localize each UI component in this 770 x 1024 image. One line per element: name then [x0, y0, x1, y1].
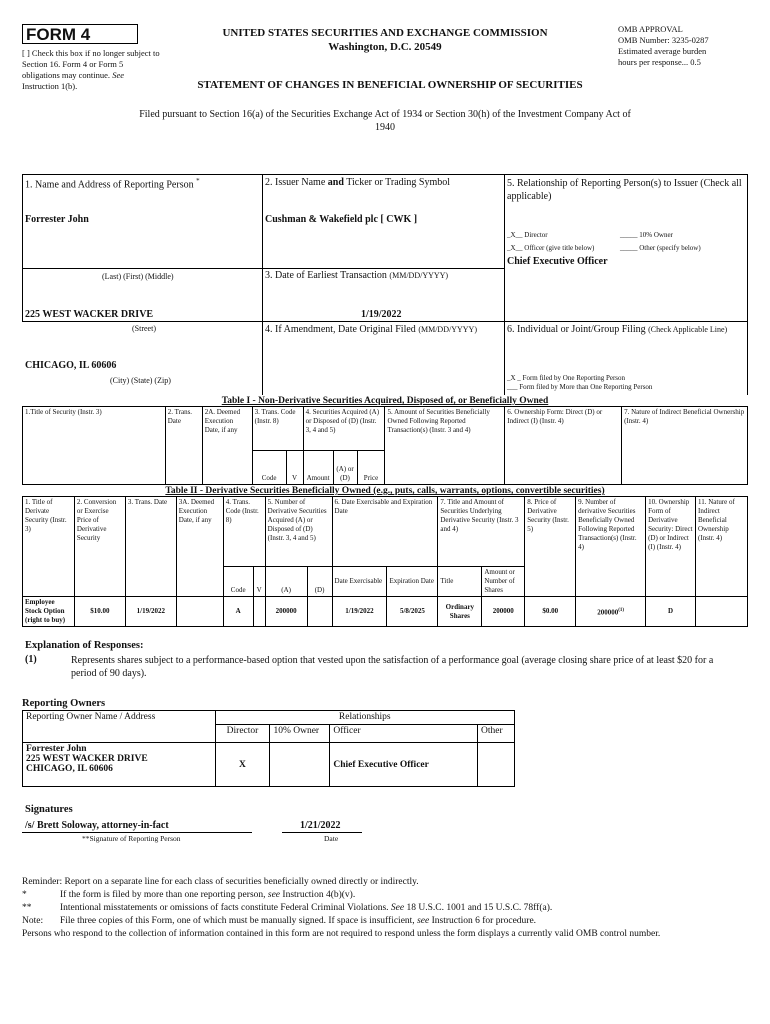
- t2-col-owned: 9. Number of derivative Securities Beneficially Owned Following Reported Transaction(s) (Instr. 4): [576, 497, 646, 597]
- t2-col-date: 3. Trans. Date: [125, 497, 176, 597]
- ro-officer: Chief Executive Officer: [330, 743, 478, 787]
- t2-sub-a: (A): [265, 567, 307, 597]
- t2-nature: [696, 597, 748, 627]
- t1-col-deemed: 2A. Deemed Execution Date, if any: [202, 407, 252, 485]
- ro-other: [478, 743, 515, 787]
- date-caption: Date: [324, 834, 339, 843]
- ro-owner: Forrester John 225 WEST WACKER DRIVE CHICAGO, IL 60606: [23, 743, 216, 787]
- t2-expiration: 5/8/2025: [387, 597, 438, 627]
- ro-col-ten: 10% Owner: [270, 725, 330, 743]
- note-text: Note: File three copies of this Form, one of which must be manually signed. If space is insufficient, see Instruction 6 for procedure.: [22, 916, 537, 926]
- t2-disposed: [307, 597, 332, 627]
- reporting-street: 225 WEST WACKER DRIVE: [25, 309, 154, 320]
- date-line: [282, 832, 362, 833]
- explanation-heading: Explanation of Responses:: [25, 640, 144, 651]
- t1-col-ownership: 6. Ownership Form: Direct (D) or Indirect (I) (Instr. 4): [505, 407, 622, 485]
- footnote-ref: (1): [618, 607, 625, 613]
- form-title-box: [22, 24, 138, 44]
- ro-col-name: Reporting Owner Name / Address: [23, 711, 216, 743]
- t2-col-title: 1. Title of Derivate Security (Instr. 3): [23, 497, 75, 597]
- t2-v: [253, 597, 265, 627]
- t1-col-date: 2. Trans. Date: [165, 407, 202, 485]
- director-checkbox: _X__ Director: [507, 231, 548, 239]
- box3-label: 3. Date of Earliest Transaction (MM/DD/YYYY): [265, 270, 449, 281]
- filing-one-person: _X _ Form filed by One Reporting Person: [507, 374, 626, 382]
- box1-label: 1. Name and Address of Reporting Person *: [25, 177, 200, 191]
- t2-sub-title: Title: [438, 567, 482, 597]
- table1-title: Table I - Non-Derivative Securities Acquired, Disposed of, or Beneficially Owned: [221, 396, 549, 406]
- t2-underlying-amount: 200000: [482, 597, 525, 627]
- other-checkbox: _____ Other (specify below): [620, 244, 701, 252]
- omb-notice: Persons who respond to the collection of information contained in this form are not required to respond unless the form displays a currently valid OMB control number.: [22, 929, 661, 939]
- signer-name: /s/ Brett Soloway, attorney-in-fact: [25, 820, 169, 831]
- city-caption: (City) (State) (Zip): [110, 376, 171, 385]
- footnote-text: Represents shares subject to a performance-based option that vested upon the satisfaction of a performance goal (average closing share price of at least $20 for a period of 90 days).: [71, 655, 714, 679]
- footnote-double-star: ** Intentional misstatements or omissions of facts constitute Federal Criminal Violations. See 18 U.S.C. 1001 and 15 U.S.C. 78ff(a).: [22, 903, 553, 913]
- issuer-name: Cushman & Wakefield plc [ CWK ]: [265, 214, 418, 225]
- ro-director: X: [215, 743, 270, 787]
- reporting-grid: [22, 174, 748, 395]
- agency-heading: UNITED STATES SECURITIES AND EXCHANGE COMMISSION Washington, D.C. 20549: [222, 27, 548, 53]
- t2-underlying-title: Ordinary Shares: [438, 597, 482, 627]
- filed-pursuant-text: Filed pursuant to Section 16(a) of the Securities Exchange Act of 1934 or Section 30(h) of the Investment Company Act of 1940: [139, 109, 631, 133]
- t2-col-conversion: 2. Conversion or Exercise Price of Derivative Security: [74, 497, 125, 597]
- reporting-city: CHICAGO, IL 60606: [25, 360, 117, 371]
- box5-label: 5. Relationship of Reporting Person(s) to Issuer (Check all applicable): [507, 178, 742, 202]
- t2-col-price: 8. Price of Derivative Security (Instr. 5): [525, 497, 576, 597]
- officer-checkbox: _X__ Officer (give title below): [507, 244, 595, 252]
- footnote-star: * If the form is filed by more than one reporting person, see Instruction 4(b)(v).: [22, 890, 356, 900]
- t1-sub-amount: Amount: [303, 451, 333, 485]
- ro-col-officer: Officer: [330, 725, 478, 743]
- statement-title: STATEMENT OF CHANGES IN BENEFICIAL OWNERSHIP OF SECURITIES: [197, 79, 583, 91]
- t1-col-nature: 7. Nature of Indirect Beneficial Ownership (Instr. 4): [622, 407, 748, 485]
- check-box-note: [ ] Check this box if no longer subject to Section 16. Form 4 or Form 5 obligations may continue. See Instruction 1(b).: [22, 48, 160, 91]
- t1-sub-aord: (A) or (D): [333, 451, 357, 485]
- t2-col-deemed: 3A. Deemed Execution Date, if any: [176, 497, 223, 597]
- t1-sub-v: V: [286, 451, 303, 485]
- t1-col-amount: 5. Amount of Securities Beneficially Owned Following Reported Transaction(s) (Instr. 3 and 4): [385, 407, 505, 485]
- t2-sub-exercisable: Date Exercisable: [332, 567, 387, 597]
- ro-ten: [270, 743, 330, 787]
- t2-security: Employee Stock Option (right to buy): [23, 597, 75, 627]
- t1-sub-code: Code: [252, 451, 286, 485]
- t2-col-number: 5. Number of Derivative Securities Acquired (A) or Disposed of (D) (Instr. 3, 4 and 5): [265, 497, 332, 567]
- signature-caption: **Signature of Reporting Person: [82, 834, 181, 843]
- ro-col-relationships: Relationships: [215, 711, 514, 725]
- t2-trans-date: 1/19/2022: [125, 597, 176, 627]
- footer-notes: [22, 876, 752, 941]
- t2-col-exercisable: 6. Date Exercisable and Expiration Date: [332, 497, 438, 567]
- t1-col-title: 1.Title of Security (Instr. 3): [23, 407, 166, 485]
- earliest-transaction-date: 1/19/2022: [361, 309, 402, 320]
- table-row: [23, 597, 748, 627]
- box2-label: 2. Issuer Name and Ticker or Trading Symbol: [265, 177, 451, 188]
- t2-sub-expiration: Expiration Date: [387, 567, 438, 597]
- t2-acquired: 200000: [265, 597, 307, 627]
- reporting-owners-table: [22, 710, 515, 787]
- t2-sub-amount: Amount or Number of Shares: [482, 567, 525, 597]
- officer-title: Chief Executive Officer: [507, 256, 608, 267]
- table-row: [23, 743, 515, 787]
- form-title: FORM 4: [26, 25, 91, 44]
- ro-col-director: Director: [215, 725, 270, 743]
- table1: [22, 406, 748, 485]
- reminder-text: Reminder: Report on a separate line for each class of securities beneficially owned directly or indirectly.: [22, 877, 419, 887]
- box4-label: 4. If Amendment, Date Original Filed (MM/DD/YYYY): [265, 324, 477, 335]
- t2-ownership-form: D: [646, 597, 696, 627]
- t2-code: A: [223, 597, 253, 627]
- t2-price: $0.00: [525, 597, 576, 627]
- signature-date: 1/21/2022: [300, 820, 341, 831]
- signature-line: [22, 832, 252, 833]
- t2-col-code: 4. Trans. Code (Instr. 8): [223, 497, 265, 567]
- name-caption: (Last) (First) (Middle): [102, 272, 174, 281]
- t2-deemed-date: [176, 597, 223, 627]
- ro-col-other: Other: [478, 725, 515, 743]
- reporting-owners-heading: Reporting Owners: [22, 698, 106, 709]
- t2-col-nature: 11. Nature of Indirect Beneficial Ownership (Instr. 4): [696, 497, 748, 597]
- t1-col-securities: 4. Securities Acquired (A) or Disposed of (D) (Instr. 3, 4 and 5): [303, 407, 385, 451]
- t1-sub-price: Price: [357, 451, 385, 485]
- table2-title: Table II - Derivative Securities Beneficially Owned (e.g., puts, calls, warrants, options, convertible securities): [165, 486, 605, 496]
- t2-col-underlying: 7. Title and Amount of Securities Underlying Derivative Security (Instr. 3 and 4): [438, 497, 525, 567]
- signatures-heading: Signatures: [25, 804, 73, 815]
- t2-sub-code: Code: [223, 567, 253, 597]
- t2-col-form: 10. Ownership Form of Derivative Security: Direct (D) or Indirect (I) (Instr. 4): [646, 497, 696, 597]
- t2-exercisable: 1/19/2022: [332, 597, 387, 627]
- street-caption: (Street): [132, 324, 156, 333]
- t2-sub-v: V: [253, 567, 265, 597]
- reporting-person-name: Forrester John: [25, 214, 89, 225]
- filing-multiple-persons: ___ Form filed by More than One Reporting Person: [507, 383, 653, 391]
- ten-pct-owner-checkbox: _____ 10% Owner: [620, 231, 673, 239]
- footnote-label: (1): [25, 654, 37, 665]
- t2-conversion-price: $10.00: [74, 597, 125, 627]
- box6-label: 6. Individual or Joint/Group Filing (Check Applicable Line): [507, 324, 728, 335]
- t2-sub-d: (D): [307, 567, 332, 597]
- table2: [22, 496, 748, 627]
- omb-approval: OMB APPROVAL OMB Number: 3235-0287 Estimated average burden hours per response... 0.5: [618, 24, 709, 67]
- t2-owned-following: 200000$^{(1)}$: [576, 597, 646, 627]
- t1-col-code: 3. Trans. Code (Instr. 8): [252, 407, 303, 451]
